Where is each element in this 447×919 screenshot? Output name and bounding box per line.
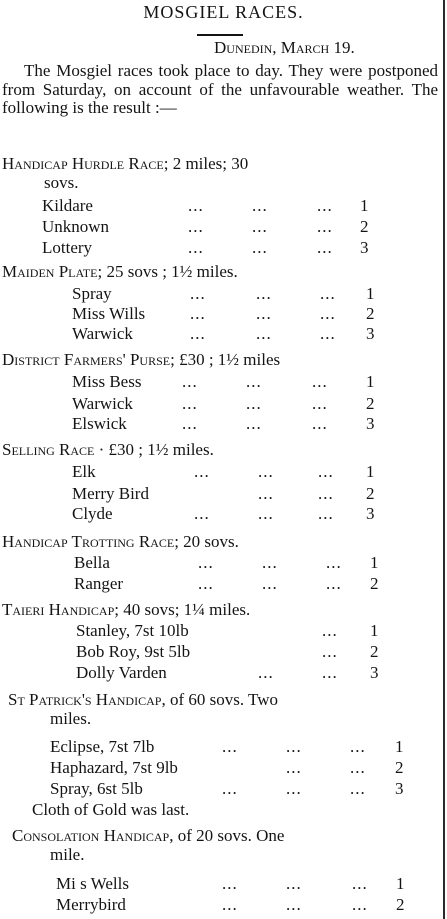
leader-dots: ... bbox=[198, 553, 214, 572]
result-row bbox=[74, 574, 384, 594]
result-row bbox=[50, 779, 410, 799]
result-row bbox=[50, 758, 410, 778]
leader-dots: ... bbox=[286, 779, 302, 798]
race-details-wrap: mile. bbox=[50, 845, 85, 864]
race-heading bbox=[2, 532, 438, 551]
race-name: Maiden Plate bbox=[2, 262, 98, 281]
result-row bbox=[42, 217, 382, 237]
race-name: District Farmers' Purse bbox=[2, 350, 171, 369]
horse-name: Bella bbox=[74, 553, 110, 572]
race-details-wrap: miles. bbox=[50, 709, 92, 728]
leader-dots: ... bbox=[256, 284, 272, 303]
leader-dots: ... bbox=[320, 304, 336, 323]
leader-dots: ... bbox=[317, 238, 333, 257]
leader-dots: ... bbox=[286, 874, 302, 893]
result-row bbox=[42, 196, 382, 216]
race-details: ; 20 sovs. bbox=[174, 532, 239, 551]
intro-paragraph: The Mosgiel races took place to day. They were postponed from Saturday, on account of the unfavourable weather. The following is the result :— bbox=[2, 61, 438, 117]
place-number: 3 bbox=[395, 779, 404, 798]
race-name: Handicap Trotting Race bbox=[2, 532, 175, 551]
place-number: 2 bbox=[370, 574, 379, 593]
horse-name: Miss Wills bbox=[72, 304, 146, 323]
leader-dots: ... bbox=[258, 462, 274, 481]
result-row bbox=[76, 663, 386, 683]
place-number: 1 bbox=[366, 372, 375, 391]
leader-dots: ... bbox=[286, 758, 302, 777]
leader-dots: ... bbox=[256, 304, 272, 323]
race-details: , of 20 sovs. One bbox=[169, 826, 285, 845]
leader-dots: ... bbox=[188, 238, 204, 257]
race-details-wrap: sovs. bbox=[44, 173, 79, 192]
place-number: 1 bbox=[366, 284, 375, 303]
horse-name: Ranger bbox=[74, 574, 124, 593]
race-name: Handicap Hurdle Race bbox=[2, 154, 164, 173]
race-details: ; 25 sovs ; 1½ miles. bbox=[97, 262, 238, 281]
leader-dots: ... bbox=[256, 324, 272, 343]
leader-dots: ... bbox=[312, 394, 328, 413]
place-number: 3 bbox=[370, 663, 379, 682]
race-name: Taieri Handicap bbox=[2, 600, 115, 619]
race-heading bbox=[2, 154, 438, 192]
result-row bbox=[42, 238, 382, 258]
result-row bbox=[76, 621, 386, 641]
place-number: 3 bbox=[360, 238, 369, 257]
leader-dots: ... bbox=[190, 284, 206, 303]
horse-name: Spray bbox=[72, 284, 112, 303]
leader-dots: ... bbox=[246, 394, 262, 413]
leader-dots: ... bbox=[350, 737, 366, 756]
leader-dots: ... bbox=[317, 196, 333, 215]
leader-dots: ... bbox=[262, 553, 278, 572]
leader-dots: ... bbox=[198, 574, 214, 593]
article-title: MOSGIEL RACES. bbox=[143, 2, 304, 22]
race-heading bbox=[2, 350, 438, 369]
place-number: 2 bbox=[366, 394, 375, 413]
race-heading bbox=[2, 440, 438, 459]
place-number: 2 bbox=[360, 217, 369, 236]
leader-dots: ... bbox=[312, 414, 328, 433]
leader-dots: ... bbox=[350, 779, 366, 798]
leader-dots: ... bbox=[318, 484, 334, 503]
result-row bbox=[72, 414, 382, 434]
race-name: Consolation Handicap bbox=[12, 826, 170, 845]
horse-name: Haphazard, 7st 9lb bbox=[50, 758, 178, 777]
leader-dots: ... bbox=[350, 758, 366, 777]
result-row bbox=[72, 462, 382, 482]
place-number: 1 bbox=[370, 621, 379, 640]
horse-name: Clyde bbox=[72, 504, 113, 523]
horse-name: Warwick bbox=[72, 394, 133, 413]
leader-dots: ... bbox=[246, 414, 262, 433]
leader-dots: ... bbox=[322, 642, 338, 661]
result-row bbox=[72, 484, 382, 504]
place-number: 2 bbox=[396, 895, 405, 914]
place-number: 2 bbox=[366, 484, 375, 503]
column-rule bbox=[443, 0, 445, 919]
race-note: Cloth of Gold was last. bbox=[32, 800, 190, 819]
race-details: · £30 ; 1½ miles. bbox=[94, 440, 214, 459]
leader-dots: ... bbox=[246, 372, 262, 391]
place-number: 2 bbox=[395, 758, 404, 777]
result-row bbox=[72, 394, 382, 414]
result-row bbox=[50, 737, 410, 757]
horse-name: Kildare bbox=[42, 196, 93, 215]
leader-dots: ... bbox=[222, 737, 238, 756]
race-heading bbox=[8, 690, 440, 728]
leader-dots: ... bbox=[252, 217, 268, 236]
leader-dots: ... bbox=[190, 324, 206, 343]
place-number: 1 bbox=[396, 874, 405, 893]
leader-dots: ... bbox=[317, 217, 333, 236]
result-row bbox=[72, 284, 382, 304]
leader-dots: ... bbox=[286, 737, 302, 756]
leader-dots: ... bbox=[318, 504, 334, 523]
horse-name: Elk bbox=[72, 462, 96, 481]
result-row bbox=[56, 874, 406, 894]
leader-dots: ... bbox=[326, 574, 342, 593]
race-name: Selling Race bbox=[2, 440, 95, 459]
leader-dots: ... bbox=[252, 196, 268, 215]
result-row bbox=[72, 324, 382, 344]
place-number: 3 bbox=[366, 414, 375, 433]
result-row bbox=[72, 504, 382, 524]
leader-dots: ... bbox=[222, 779, 238, 798]
leader-dots: ... bbox=[182, 394, 198, 413]
leader-dots: ... bbox=[258, 663, 274, 682]
place-number: 3 bbox=[366, 324, 375, 343]
race-details: ; 2 miles; 30 bbox=[163, 154, 249, 173]
leader-dots: ... bbox=[312, 372, 328, 391]
place-number: 1 bbox=[366, 462, 375, 481]
horse-name: Bob Roy, 9st 5lb bbox=[76, 642, 191, 661]
leader-dots: ... bbox=[322, 621, 338, 640]
title-divider bbox=[197, 34, 243, 36]
leader-dots: ... bbox=[352, 874, 368, 893]
horse-name: Mi s Wells bbox=[56, 874, 129, 893]
horse-name: Dolly Varden bbox=[76, 663, 167, 682]
leader-dots: ... bbox=[258, 504, 274, 523]
result-row bbox=[72, 372, 382, 392]
race-details: ; 40 sovs; 1¼ miles. bbox=[114, 600, 251, 619]
race-name: St Patrick's Handicap bbox=[8, 690, 162, 709]
race-heading bbox=[2, 262, 438, 281]
dateline: Dunedin, March 19. bbox=[214, 38, 355, 57]
result-row bbox=[72, 304, 382, 324]
horse-name: Spray, 6st 5lb bbox=[50, 779, 143, 798]
leader-dots: ... bbox=[182, 414, 198, 433]
leader-dots: ... bbox=[190, 304, 206, 323]
leader-dots: ... bbox=[326, 553, 342, 572]
leader-dots: ... bbox=[188, 196, 204, 215]
leader-dots: ... bbox=[258, 484, 274, 503]
result-row bbox=[76, 642, 386, 662]
leader-dots: ... bbox=[318, 462, 334, 481]
place-number: 2 bbox=[366, 304, 375, 323]
leader-dots: ... bbox=[182, 372, 198, 391]
race-heading bbox=[2, 600, 438, 619]
leader-dots: ... bbox=[194, 462, 210, 481]
leader-dots: ... bbox=[194, 504, 210, 523]
result-row bbox=[56, 895, 406, 915]
race-heading bbox=[12, 826, 440, 864]
horse-name: Stanley, 7st 10lb bbox=[76, 621, 189, 640]
leader-dots: ... bbox=[188, 217, 204, 236]
horse-name: Elswick bbox=[72, 414, 127, 433]
race-details: ; £30 ; 1½ miles bbox=[170, 350, 281, 369]
place-number: 1 bbox=[395, 737, 404, 756]
horse-name: Warwick bbox=[72, 324, 133, 343]
horse-name: Unknown bbox=[42, 217, 110, 236]
leader-dots: ... bbox=[320, 284, 336, 303]
horse-name: Merry Bird bbox=[72, 484, 149, 503]
race-details: , of 60 sovs. Two bbox=[161, 690, 278, 709]
horse-name: Miss Bess bbox=[72, 372, 142, 391]
place-number: 1 bbox=[360, 196, 369, 215]
horse-name: Lottery bbox=[42, 238, 93, 257]
leader-dots: ... bbox=[322, 663, 338, 682]
leader-dots: ... bbox=[286, 895, 302, 914]
leader-dots: ... bbox=[352, 895, 368, 914]
leader-dots: ... bbox=[320, 324, 336, 343]
leader-dots: ... bbox=[222, 895, 238, 914]
horse-name: Merrybird bbox=[56, 895, 126, 914]
result-row bbox=[74, 553, 384, 573]
horse-name: Eclipse, 7st 7lb bbox=[50, 737, 155, 756]
place-number: 1 bbox=[370, 553, 379, 572]
place-number: 2 bbox=[370, 642, 379, 661]
leader-dots: ... bbox=[222, 874, 238, 893]
leader-dots: ... bbox=[262, 574, 278, 593]
leader-dots: ... bbox=[252, 238, 268, 257]
place-number: 3 bbox=[366, 504, 375, 523]
